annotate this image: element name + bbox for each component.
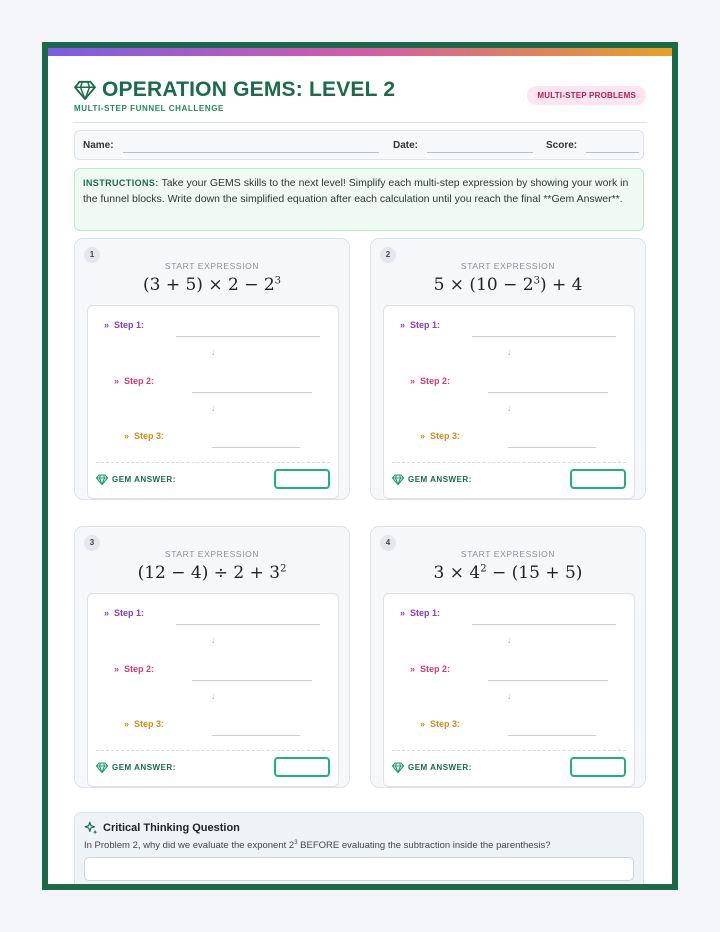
step-2-label: » Step 2: bbox=[114, 376, 155, 386]
step-1-label: » Step 1: bbox=[400, 320, 441, 330]
category-badge: MULTI-STEP PROBLEMS bbox=[527, 86, 646, 105]
start-expression: $(12 - 4) \div 2 + 3^2$ bbox=[137, 563, 287, 583]
step-3-label: » Step 3: bbox=[420, 431, 461, 441]
problem-number: 4 bbox=[380, 535, 396, 551]
gem-answer-row bbox=[392, 762, 472, 773]
start-expression: $5 \times (10 - 2^3) + 4$ bbox=[433, 275, 583, 295]
funnel-block bbox=[87, 305, 339, 499]
score-field[interactable] bbox=[586, 152, 639, 153]
step-3-label: » Step 3: bbox=[420, 719, 461, 729]
start-expression-label: START EXPRESSION bbox=[164, 261, 260, 271]
date-label: Date: bbox=[393, 140, 419, 151]
title-row bbox=[74, 78, 395, 102]
name-label: Name: bbox=[83, 140, 114, 151]
dashed-divider bbox=[392, 462, 626, 463]
start-expression: $(3 + 5) \times 2 - 2^3$ bbox=[142, 275, 282, 295]
problem-card-3 bbox=[74, 526, 350, 788]
arrow-down-icon: ↓ bbox=[506, 635, 512, 646]
funnel-block bbox=[383, 593, 635, 787]
instructions-label: INSTRUCTIONS: bbox=[83, 178, 159, 188]
step-1-answer-line[interactable] bbox=[176, 336, 320, 337]
funnel-block bbox=[87, 593, 339, 787]
arrow-down-icon: ↓ bbox=[210, 635, 216, 646]
critical-thinking-answer-input[interactable] bbox=[84, 857, 634, 881]
step-2-answer-line[interactable] bbox=[192, 680, 312, 681]
problem-card-1 bbox=[74, 238, 350, 500]
step-1-label: » Step 1: bbox=[400, 608, 441, 618]
step-3-label: » Step 3: bbox=[124, 431, 165, 441]
gem-answer-row bbox=[392, 474, 472, 485]
step-1-answer-line[interactable] bbox=[472, 336, 616, 337]
step-3-label: » Step 3: bbox=[124, 719, 165, 729]
gem-answer-label: GEM ANSWER: bbox=[408, 763, 472, 772]
name-field[interactable] bbox=[123, 152, 379, 153]
gem-answer-label: GEM ANSWER: bbox=[112, 763, 176, 772]
gem-answer-row bbox=[96, 762, 176, 773]
instructions-text: Take your GEMS skills to the next level! Simplify each multi-step expression by showing your work in the funnel blocks. Write down the simplified equation after each calculation until you reach the final **Gem Answer**. bbox=[83, 177, 629, 205]
dashed-divider bbox=[96, 750, 330, 751]
step-3-answer-line[interactable] bbox=[508, 735, 596, 736]
problem-card-4 bbox=[370, 526, 646, 788]
worksheet bbox=[42, 42, 678, 890]
step-1-answer-line[interactable] bbox=[176, 624, 320, 625]
gem-icon bbox=[96, 762, 108, 773]
start-expression-label: START EXPRESSION bbox=[460, 549, 556, 559]
problem-number: 2 bbox=[380, 247, 396, 263]
instructions-box bbox=[74, 168, 644, 231]
critical-thinking-question: In Problem 2, why did we evaluate the exponent $2^3$ BEFORE evaluating the subtraction inside the parenthesis? bbox=[84, 840, 551, 852]
score-label: Score: bbox=[546, 140, 578, 151]
step-2-label: » Step 2: bbox=[410, 664, 451, 674]
gem-icon bbox=[74, 80, 96, 100]
arrow-down-icon: ↓ bbox=[210, 403, 216, 414]
gem-icon bbox=[392, 474, 404, 485]
critical-thinking-header bbox=[84, 821, 240, 835]
problem-number: 1 bbox=[84, 247, 100, 263]
gem-answer-row bbox=[96, 474, 176, 485]
student-info-bar bbox=[74, 130, 644, 160]
arrow-down-icon: ↓ bbox=[210, 347, 216, 358]
critical-thinking-box bbox=[74, 812, 644, 890]
step-2-answer-line[interactable] bbox=[488, 392, 608, 393]
step-3-answer-line[interactable] bbox=[508, 447, 596, 448]
gem-icon bbox=[392, 762, 404, 773]
start-expression: $3 \times 4^2 - (15 + 5)$ bbox=[433, 563, 583, 583]
step-2-label: » Step 2: bbox=[114, 664, 155, 674]
arrow-down-icon: ↓ bbox=[506, 347, 512, 358]
gem-answer-input[interactable] bbox=[274, 469, 330, 489]
start-expression-label: START EXPRESSION bbox=[164, 549, 260, 559]
problem-card-2 bbox=[370, 238, 646, 500]
step-2-answer-line[interactable] bbox=[192, 392, 312, 393]
sparkle-icon bbox=[84, 821, 98, 835]
page-title: OPERATION GEMS: LEVEL 2 bbox=[102, 78, 396, 101]
dashed-divider bbox=[96, 462, 330, 463]
step-1-answer-line[interactable] bbox=[472, 624, 616, 625]
gem-answer-label: GEM ANSWER: bbox=[408, 475, 472, 484]
gem-answer-input[interactable] bbox=[570, 757, 626, 777]
gem-answer-input[interactable] bbox=[274, 757, 330, 777]
date-field[interactable] bbox=[427, 152, 533, 153]
funnel-block bbox=[383, 305, 635, 499]
arrow-down-icon: ↓ bbox=[506, 403, 512, 414]
step-3-answer-line[interactable] bbox=[212, 735, 300, 736]
arrow-down-icon: ↓ bbox=[210, 691, 216, 702]
dashed-divider bbox=[392, 750, 626, 751]
page-subtitle: MULTI-STEP FUNNEL CHALLENGE bbox=[74, 104, 224, 113]
step-2-answer-line[interactable] bbox=[488, 680, 608, 681]
step-1-label: » Step 1: bbox=[104, 320, 145, 330]
step-1-label: » Step 1: bbox=[104, 608, 145, 618]
step-2-label: » Step 2: bbox=[410, 376, 451, 386]
gem-answer-label: GEM ANSWER: bbox=[112, 475, 176, 484]
gem-icon bbox=[96, 474, 108, 485]
critical-thinking-title: Critical Thinking Question bbox=[103, 822, 240, 834]
header-divider bbox=[74, 122, 646, 123]
step-3-answer-line[interactable] bbox=[212, 447, 300, 448]
start-expression-label: START EXPRESSION bbox=[460, 261, 556, 271]
gem-answer-input[interactable] bbox=[570, 469, 626, 489]
arrow-down-icon: ↓ bbox=[506, 691, 512, 702]
gradient-top-bar bbox=[48, 48, 672, 56]
problem-number: 3 bbox=[84, 535, 100, 551]
